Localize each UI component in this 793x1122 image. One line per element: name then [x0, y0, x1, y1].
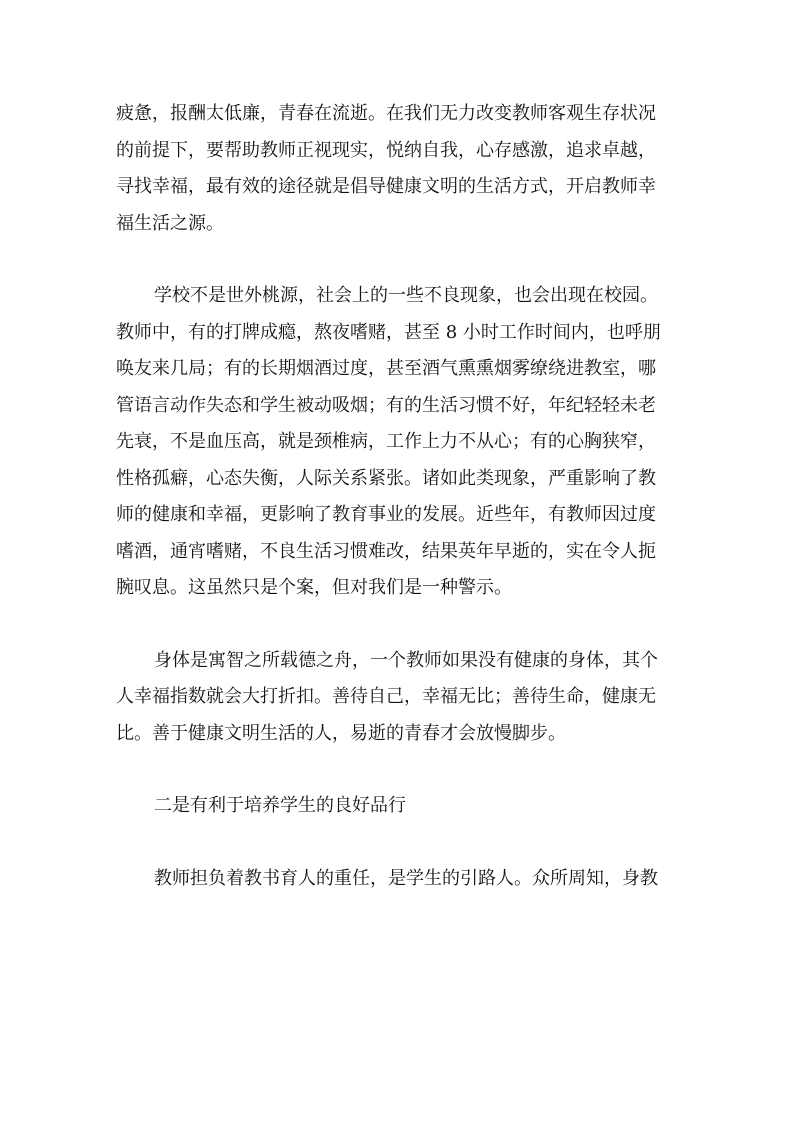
document-body: [116, 96, 691, 897]
paragraph-5: [116, 861, 691, 898]
paragraph-1: [116, 96, 691, 242]
text-line: 疲惫，报酬太低廉，青春在流逝。在我们无力改变教师客观生存状况: [116, 103, 656, 124]
text-line: 学校不是世外桃源，社会上的一些不良现象，也会出现在校园。: [154, 285, 658, 306]
text-line: 人幸福指数就会大打折扣。善待自己，幸福无比；善待生命，健康无: [116, 686, 656, 707]
text-line: 性格孤癖，心态失衡，人际关系紧张。诸如此类现象，严重影响了教: [116, 467, 656, 489]
text-line: 教师担负着教书育人的重任，是学生的引路人。众所周知，身教: [154, 867, 658, 889]
text-line: 二是有利于培养学生的良好品行: [154, 795, 406, 816]
text-line: 教师中，有的打牌成瘾，熬夜嗜赌，甚至 8 小时工作时间内，也呼朋: [116, 321, 661, 343]
text-line: 嗜酒，通宵嗜赌，不良生活习惯难改，结果英年早逝的，实在令人扼: [116, 540, 656, 562]
paragraph-gap: [116, 825, 691, 861]
text-line: 师的健康和幸福，更影响了教育事业的发展。近些年，有教师因过度: [116, 504, 656, 525]
text-line: 寻找幸福，最有效的途径就是倡导健康文明的生活方式，开启教师幸: [116, 176, 656, 197]
paragraph-gap: [116, 752, 691, 788]
text-line: 的前提下，要帮助教师正视现实，悦纳自我，心存感激，追求卓越，: [116, 139, 656, 161]
paragraph-2: [116, 278, 691, 607]
text-line: 腕叹息。这虽然只是个案，但对我们是一种警示。: [116, 577, 512, 598]
section-heading: [116, 788, 691, 825]
text-line: 先衰，不是血压高，就是颈椎病，工作上力不从心；有的心胸狭窄，: [116, 431, 656, 452]
paragraph-gap: [116, 242, 691, 278]
text-line: 唤友来几局；有的长期烟酒过度，甚至酒气熏熏烟雾缭绕进教室，哪: [116, 358, 656, 379]
paragraph-gap: [116, 607, 691, 643]
text-line: 身体是寓智之所载德之舟，一个教师如果没有健康的身体，其个: [154, 649, 658, 671]
text-line: 福生活之源。: [116, 212, 224, 234]
paragraph-3: [116, 643, 691, 753]
text-line: 管语言动作失态和学生被动吸烟；有的生活习惯不好，年纪轻轻未老: [116, 394, 656, 416]
text-line: 比。善于健康文明生活的人，易逝的青春才会放慢脚步。: [116, 722, 566, 744]
